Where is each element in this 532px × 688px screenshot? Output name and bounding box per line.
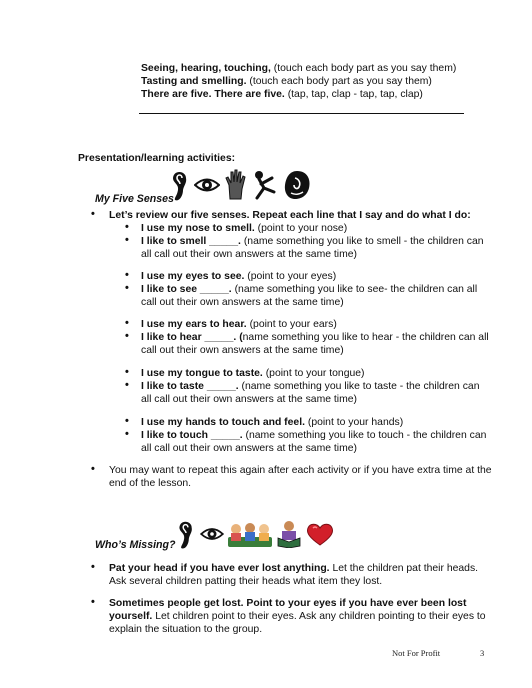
- heart-icon: [306, 522, 334, 546]
- whos-missing-item-2-rest: Let children point to their eyes. Ask any children pointing to their eyes to explain the situation to the group.: [109, 611, 486, 635]
- footer-text: Not For Profit: [392, 648, 441, 658]
- intro-line-2-rest: (touch each body part as you say them): [246, 76, 432, 87]
- sense-item-2-rest: (name something you like to smell - the children can all call out their own answers at the same time): [141, 236, 484, 260]
- sense-item-10-bold: I like to touch _____.: [141, 430, 243, 441]
- sense-item-7-bold: I use my tongue to taste.: [141, 368, 263, 379]
- intro-line-1-bold: Seeing, hearing, touching,: [141, 63, 271, 74]
- page-number: 3: [480, 648, 485, 658]
- five-senses-intro: Let’s review our five senses. Repeat each line that I say and do what I do:: [109, 210, 471, 221]
- bullet-dot: •: [125, 379, 129, 391]
- five-senses-icon-row: [170, 168, 312, 202]
- whos-missing-item-1-bold: Pat your head if you have ever lost anything.: [109, 563, 330, 574]
- intro-line-3: [141, 88, 423, 101]
- whos-missing-item-2: [109, 597, 494, 636]
- whos-missing-icon-row: [176, 518, 334, 550]
- intro-line-3-bold: There are five. There are five.: [141, 89, 285, 100]
- sense-item-4: [141, 283, 491, 309]
- sense-item-2-bold: I like to smell _____.: [141, 236, 241, 247]
- presentation-heading: Presentation/learning activities:: [78, 153, 236, 164]
- bullet-dot: •: [125, 366, 129, 378]
- repeat-note: You may want to repeat this again after each activity or if you have extra time at the end of the lesson.: [109, 465, 492, 489]
- sense-item-4-bold: I like to see _____.: [141, 284, 232, 295]
- sense-item-8-bold: I like to taste _____.: [141, 381, 239, 392]
- bullet-dot: •: [125, 269, 129, 281]
- bullet-dot: •: [125, 428, 129, 440]
- sense-item-6-bold: I like to hear _____. (: [141, 332, 243, 343]
- sense-item-9-bold: I use my hands to touch and feel.: [141, 417, 305, 428]
- ear-icon: [176, 518, 196, 550]
- sense-item-10: [141, 429, 491, 455]
- whos-missing-title: Who’s Missing?: [95, 539, 176, 551]
- intro-line-2: [141, 75, 432, 88]
- whos-missing-item-1-rest: Let the children pat their heads. Ask several children patting their heads what item they lost.: [109, 563, 479, 587]
- sense-item-3-bold: I use my eyes to see.: [141, 271, 245, 282]
- sense-item-5: [141, 318, 491, 331]
- sense-item-7-rest: (point to your tongue): [262, 368, 365, 379]
- sense-item-4-rest: (name something you like to see- the children can all call out their own answers at the same time): [141, 284, 478, 308]
- book-icon: [276, 520, 302, 548]
- sense-item-1-bold: I use my nose to smell.: [141, 223, 255, 234]
- sense-item-6-rest: name something you like to hear - the children can all call out their own answers at the same time): [141, 332, 489, 356]
- bullet-dot: •: [91, 596, 95, 608]
- sense-item-8-rest: (name something you like to taste - the children can all call out their own answers at the same time): [141, 381, 480, 405]
- sense-item-5-bold: I use my ears to hear.: [141, 319, 247, 330]
- sense-item-10-rest: (name something you like to touch - the children can all call out their own answers at the same time): [141, 430, 487, 454]
- bullet-dot: •: [125, 330, 129, 342]
- intro-line-1: [141, 62, 456, 75]
- hand-icon: [224, 169, 248, 201]
- sense-item-9-rest: (point to your hands): [304, 417, 404, 428]
- sense-item-6: [141, 331, 491, 357]
- sense-item-3: [141, 270, 491, 283]
- eye-icon: [200, 525, 224, 543]
- whos-missing-item-1: [109, 562, 494, 588]
- tongue-icon: [252, 170, 278, 200]
- sense-item-3-rest: (point to your eyes): [244, 271, 337, 282]
- intro-line-1-rest: (touch each body part as you say them): [270, 63, 457, 74]
- nose-face-icon: [282, 169, 312, 201]
- whos-missing-item-2-bold: Sometimes people get lost. Point to your eyes if you have ever been lost yourself.: [109, 598, 467, 622]
- intro-line-2-bold: Tasting and smelling.: [141, 76, 247, 87]
- bullet-dot: •: [125, 234, 129, 246]
- bullet-dot: •: [125, 282, 129, 294]
- separator-rule: [139, 113, 464, 114]
- bullet-dot: •: [91, 561, 95, 573]
- bullet-dot: •: [91, 463, 95, 475]
- sense-item-9: [141, 416, 491, 429]
- eye-icon: [194, 175, 220, 195]
- children-icon: [228, 521, 272, 547]
- sense-item-2: [141, 235, 491, 261]
- sense-item-5-rest: (point to your ears): [246, 319, 337, 330]
- bullet-dot: •: [125, 317, 129, 329]
- bullet-dot: •: [91, 208, 95, 220]
- ear-icon: [170, 168, 190, 202]
- bullet-dot: •: [125, 415, 129, 427]
- sense-item-1-rest: (point to your nose): [254, 223, 348, 234]
- bullet-dot: •: [125, 221, 129, 233]
- five-senses-title: My Five Senses: [95, 193, 174, 205]
- sense-item-8: [141, 380, 491, 406]
- intro-line-3-rest: (tap, tap, clap - tap, tap, clap): [284, 89, 423, 100]
- sense-item-7: [141, 367, 491, 380]
- sense-item-1: [141, 222, 491, 235]
